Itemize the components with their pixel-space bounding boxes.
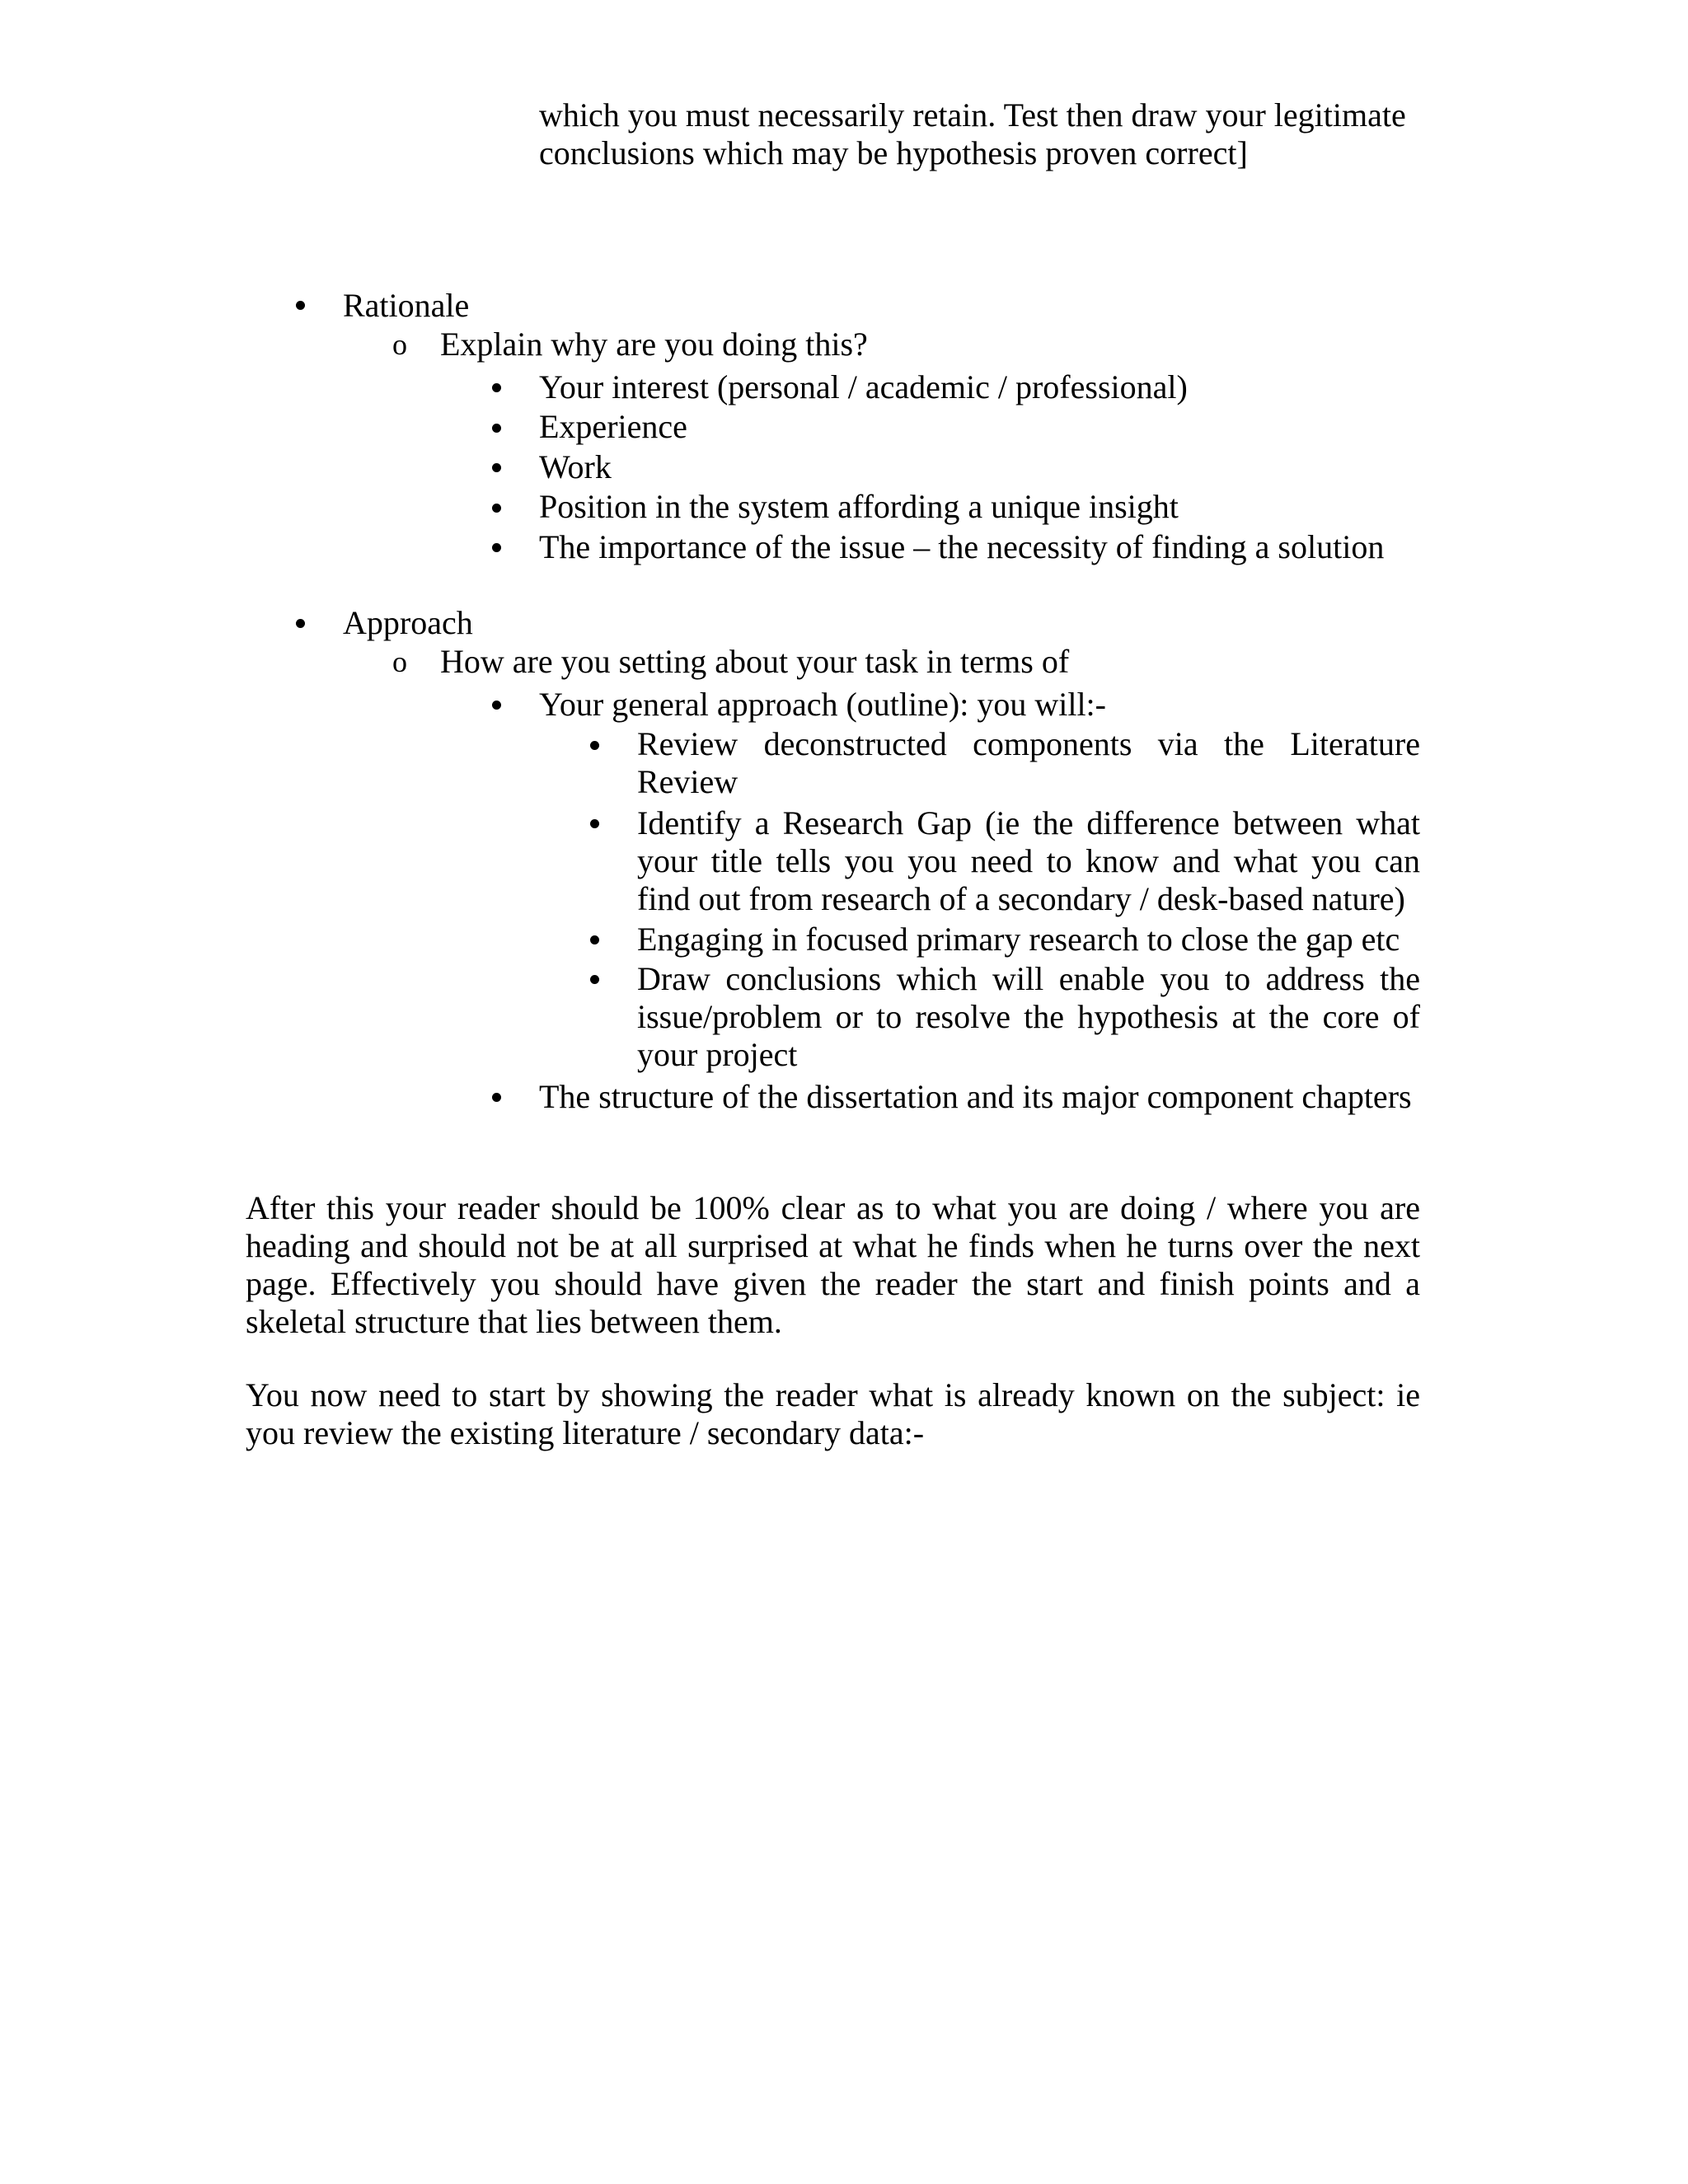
body-paragraph: After this your reader should be 100% clear as to what you are doing / where you are heading and should not be at all surprised at what he finds when he turns over the next page. Effectively you should have given the reader the start and finish points and a skeletal structure that lies between them.	[246, 1189, 1420, 1340]
body-paragraph: You now need to start by showing the reader what is already known on the subject: ie you review the existing literature / secondary data:-	[246, 1376, 1420, 1451]
circle-bullet-icon: o	[392, 328, 407, 361]
approach-step: Identify a Research Gap (ie the difference between what your title tells you you need to know and what you can find out from research of a secondary / desk-based nature)	[637, 804, 1420, 917]
approach-step: Review deconstructed components via the Literature Review	[637, 725, 1420, 800]
bullet-icon	[492, 383, 501, 392]
approach-structure: The structure of the dissertation and its major component chapters	[539, 1078, 1412, 1115]
top-paragraph-line-2: conclusions which may be hypothesis proven correct]	[539, 134, 1248, 171]
rationale-sub: Explain why are you doing this?	[440, 326, 868, 363]
bullet-icon	[590, 741, 599, 750]
bullet-icon	[492, 701, 501, 710]
bullet-icon	[492, 543, 501, 552]
bullet-icon	[492, 504, 501, 513]
rationale-item: Work	[539, 448, 612, 485]
approach-step: Engaging in focused primary research to close the gap etc	[637, 921, 1400, 958]
approach-step: Draw conclusions which will enable you to address the issue/problem or to resolve the hypothesis at the core of your project	[637, 960, 1420, 1073]
rationale-item: Position in the system affording a unique insight	[539, 488, 1179, 525]
bullet-icon	[492, 1093, 501, 1102]
approach-sub: How are you setting about your task in terms of	[440, 643, 1070, 680]
approach-heading: Approach	[343, 604, 473, 641]
bullet-icon	[296, 301, 305, 310]
approach-general: Your general approach (outline): you will:-	[539, 686, 1106, 723]
circle-bullet-icon: o	[392, 645, 407, 678]
bullet-icon	[590, 975, 599, 984]
top-paragraph-line-1: which you must necessarily retain. Test then draw your legitimate	[539, 96, 1406, 134]
rationale-item: Experience	[539, 408, 687, 445]
bullet-icon	[492, 424, 501, 433]
rationale-item: The importance of the issue – the necessity of finding a solution	[539, 528, 1385, 565]
rationale-item: Your interest (personal / academic / professional)	[539, 368, 1188, 405]
bullet-icon	[296, 619, 305, 628]
bullet-icon	[492, 463, 501, 472]
rationale-heading: Rationale	[343, 287, 470, 324]
bullet-icon	[590, 819, 599, 828]
bullet-icon	[590, 935, 599, 944]
